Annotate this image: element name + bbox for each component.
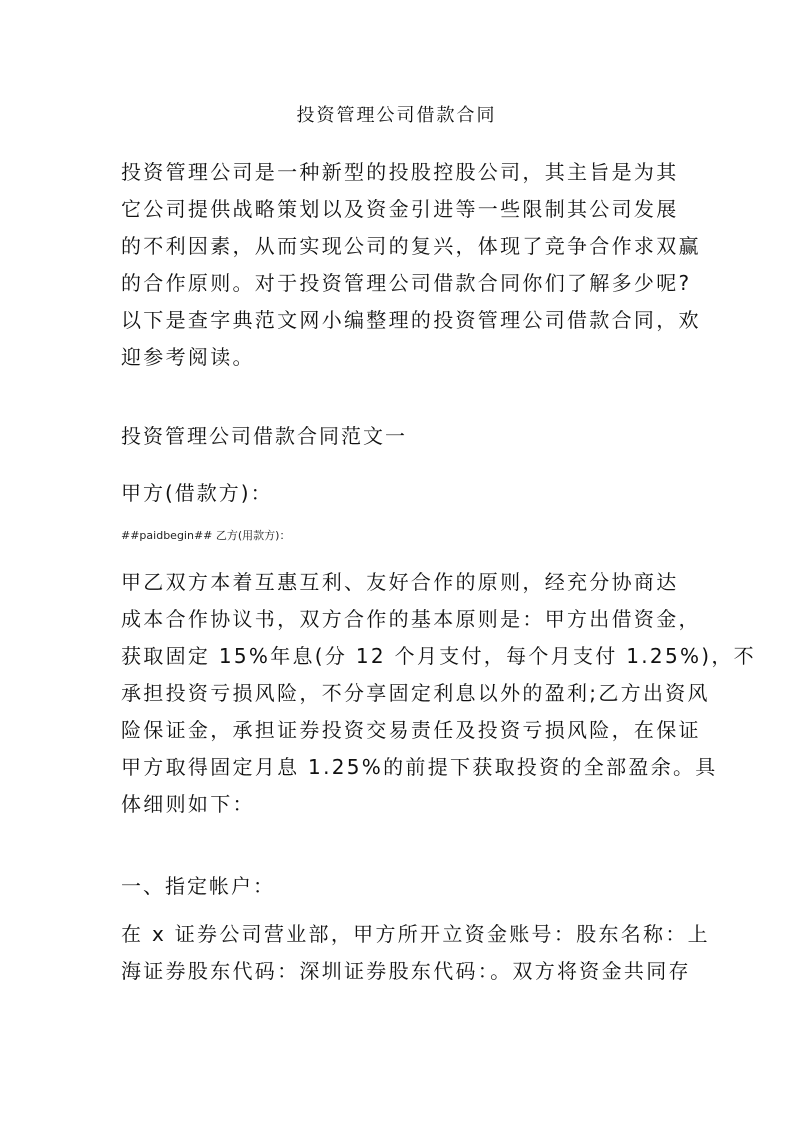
principle-line: 险保证金，承担证券投资交易责任及投资亏损风险，在保证	[121, 718, 701, 742]
principle-line: 承担投资亏损风险，不分享固定利息以外的盈利;乙方出资风	[121, 681, 710, 705]
principle-line: 甲乙双方本着互惠互利、友好合作的原则，经充分协商达	[121, 570, 679, 594]
principle-line: 甲方取得固定月息 1.25%的前提下获取投资的全部盈余。具	[121, 755, 718, 779]
principle-line: 体细则如下：	[121, 792, 255, 816]
principle-paragraph	[121, 564, 756, 823]
intro-line: 以下是查字典范文网小编整理的投资管理公司借款合同，欢	[121, 308, 701, 332]
intro-paragraph	[121, 154, 701, 378]
clause-1-paragraph	[121, 916, 710, 990]
principle-line: 获取固定 15%年息(分 12 个月支付，每个月支付 1.25%)，不	[121, 644, 756, 668]
principle-line: 成本合作协议书，双方合作的基本原则是：甲方出借资金，	[121, 607, 701, 631]
clause-1-line: 海证券股东代码：深圳证券股东代码：。双方将资金共同存	[121, 959, 691, 983]
party-b-label: ##paidbegin## 乙方(用款方)：	[121, 529, 291, 542]
intro-line: 迎参考阅读。	[121, 345, 255, 369]
intro-line: 的合作原则。对于投资管理公司借款合同你们了解多少呢?	[121, 271, 692, 295]
party-a-label: 甲方(借款方)：	[121, 481, 273, 505]
section-heading: 投资管理公司借款合同范文一	[121, 424, 407, 448]
intro-line: 投资管理公司是一种新型的投股控股公司，其主旨是为其	[121, 160, 679, 184]
intro-line: 它公司提供战略策划以及资金引进等一些限制其公司发展	[121, 197, 679, 221]
clause-1-line: 在 x 证券公司营业部，甲方所开立资金账号：股东名称：上	[121, 922, 710, 946]
clause-1-heading: 一、指定帐户：	[121, 874, 275, 898]
document-title: 投资管理公司借款合同	[296, 105, 497, 126]
intro-line: 的不利因素，从而实现公司的复兴，体现了竞争合作求双赢	[121, 234, 701, 258]
